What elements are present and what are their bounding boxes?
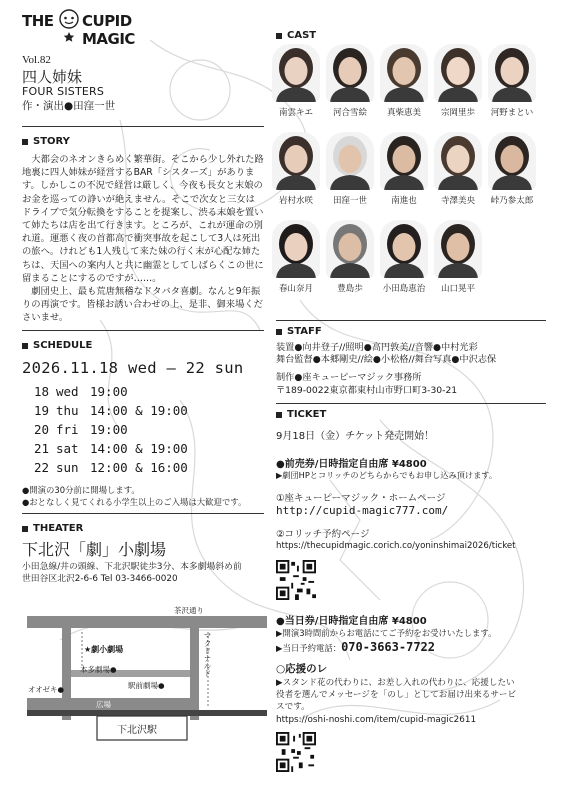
schedule-heading-label: SCHEDULE <box>33 340 93 351</box>
map-label-mcdonalds: マクドナルド <box>203 632 212 677</box>
cast-portrait <box>434 220 482 278</box>
staff-credits <box>276 342 546 397</box>
cast-member-name: 岩村水咲 <box>278 196 313 206</box>
schedule-dow: thu <box>56 403 79 418</box>
schedule-day: 22 <box>34 460 50 475</box>
cast-member-name: 田窪一世 <box>332 196 367 206</box>
schedule-dow: wed <box>56 384 79 399</box>
cast-photo <box>488 132 536 190</box>
volume-number: Vol.82 <box>22 54 51 66</box>
cast-photo <box>434 132 482 190</box>
ticket-release: 9月18日（金）チケット発売開始！ <box>276 431 435 442</box>
cast-portrait <box>326 132 374 190</box>
schedule-note: ●おとなしく見てくれる小学生以上のご入場は大歓迎です。 <box>22 497 247 507</box>
cast-member-name: 真柴恵美 <box>386 108 421 118</box>
performance-dates: 2026.11.18 wed — 22 sun <box>22 359 244 377</box>
cast-portrait <box>272 132 320 190</box>
corich-qr-code-icon[interactable] <box>276 560 316 600</box>
map-label-ekimae: 駅前劇場● <box>128 681 165 690</box>
schedule-times: 12:00 & 16:00 <box>90 460 188 475</box>
divider <box>276 403 546 404</box>
cast-member-name: 春山奈月 <box>278 284 313 294</box>
map-railway <box>27 710 267 716</box>
cast-member-name: 河野まとい <box>490 108 534 118</box>
logo-name: CUPID MAGIC <box>82 12 135 48</box>
cast-portrait <box>434 44 482 102</box>
story-heading-label: STORY <box>33 136 70 147</box>
cast-member-name: 河合雪絵 <box>332 108 367 118</box>
cast-portrait <box>488 132 536 190</box>
square-bullet-icon <box>22 343 28 349</box>
cast-photo <box>488 44 536 102</box>
cast-portrait <box>326 220 374 278</box>
map-road <box>27 616 267 628</box>
support-title: ○応援のレ <box>276 663 328 675</box>
door-phone <box>276 640 435 654</box>
theater-address <box>22 561 242 585</box>
cast-portrait <box>272 220 320 278</box>
cast-portrait <box>380 132 428 190</box>
schedule-dow: sat <box>56 441 79 456</box>
cast-portrait <box>380 220 428 278</box>
cast-photo <box>272 44 320 102</box>
door-ticket-note: ▶開演3時間前からお電話にてご予約をお受けいたします。 <box>276 628 497 638</box>
theater-heading-label: THEATER <box>33 523 84 534</box>
advance-ticket-note: ▶劇団HPとコリッチのどちらからでもお申し込み頂けます。 <box>276 470 498 480</box>
map-label-theater: ★劇小劇場 <box>84 645 124 654</box>
support-link[interactable]: https://oshi-noshi.com/item/cupid-magic2611 <box>276 715 477 725</box>
cast-member-name: 寺澤美央 <box>440 196 475 206</box>
access-map <box>22 598 272 758</box>
schedule-row <box>34 441 264 461</box>
cast-photo <box>326 220 374 278</box>
cast-photo <box>380 44 428 102</box>
staff-heading <box>276 326 322 337</box>
schedule-times: 19:00 <box>90 384 128 399</box>
play-title-jp: 四人姉妹 <box>22 68 83 86</box>
support-description <box>276 677 516 713</box>
corich-label: ②コリッチ予約ページ <box>276 529 370 540</box>
map-label-station: 下北沢駅 <box>117 725 157 736</box>
staff-line: 装置●向井登子//照明●高円敦美//音響●中村光彩 <box>276 342 478 353</box>
cast-photo <box>380 220 428 278</box>
cast-portrait <box>272 44 320 102</box>
cast-member-name: 小田島恵治 <box>382 284 426 294</box>
cast-member-name: 宗岡里歩 <box>440 108 475 118</box>
support-line: ▶スタンド花の代わりに、お差し入れの代わりに、応援したい <box>276 678 515 688</box>
hp-link[interactable]: http://cupid-magic777.com/ <box>276 504 449 517</box>
cast-photo <box>326 44 374 102</box>
cast-member-name: 南進也 <box>391 196 417 206</box>
door-ticket-title: ●当日券/日時指定自由席 ¥4800 <box>276 616 427 627</box>
schedule-heading <box>22 340 92 351</box>
cast-portrait <box>434 132 482 190</box>
schedule-row <box>34 460 264 480</box>
divider <box>22 513 264 514</box>
play-title-en: FOUR SISTERS <box>22 85 105 98</box>
schedule-row <box>34 384 264 404</box>
schedule-day: 18 <box>34 384 50 399</box>
cast-portrait <box>488 44 536 102</box>
map-label-hiroba: 広場 <box>96 700 111 709</box>
schedule-times: 14:00 & 19:00 <box>90 441 188 456</box>
cast-photo <box>326 132 374 190</box>
schedule-times: 14:00 & 19:00 <box>90 403 188 418</box>
schedule-row <box>34 422 264 442</box>
cast-member-name: 峠乃参太郎 <box>490 196 534 206</box>
staff-line: 舞台監督●本郷剛史//絵●小松格//舞台写真●中沢志保 <box>276 354 497 366</box>
schedule-dow: fri <box>56 422 79 437</box>
support-qr-code-icon[interactable] <box>276 732 316 772</box>
corich-link[interactable]: https://thecupidmagic.corich.co/yoninshimai2026/ticket <box>276 541 516 551</box>
story-paragraph: 大都会のネオンきらめく繁華街。そこから少し外れた路地裏に四人姉妹が経営するBAR「シスターズ」があります。しかしこの不況で経営は厳しく、今夜も長女と末娘のお金を巡っての諍いが絶えません。そこで次女と三女はドライブで気分転換をすることを提案し、渋る末娘を置いて姉たちは店を出て行きます。ところが、これが運命の別れ道。運悪く夜の首都高で衝突事故を起こして3人は死出の旅へ。けれども1人残して来た妹の行く末が心配な姉たちは、天国への案内人と共に幽霊としてしばらくこの世に留まることにするのですが……。 <box>22 154 264 284</box>
support-line: 役者を選んでメッセージを「のし」としてお届け出来るサービ <box>276 690 517 700</box>
cast-member-name: 豊島歩 <box>337 284 363 294</box>
cast-member-name: 山口晃平 <box>440 284 475 294</box>
support-line: スです。 <box>276 702 310 712</box>
square-bullet-icon <box>276 412 282 418</box>
ticket-heading <box>276 409 326 420</box>
schedule-dow: sun <box>56 460 79 475</box>
cast-photo <box>272 132 320 190</box>
advance-ticket-title: ●前売券/日時指定自由席 ¥4800 <box>276 459 427 470</box>
cast-photo <box>272 220 320 278</box>
schedule-row <box>34 403 264 423</box>
staff-heading-label: STAFF <box>287 326 322 337</box>
square-bullet-icon <box>22 526 28 532</box>
story-paragraph: 劇団史上、最も荒唐無稽なドタバタ喜劇。なんと9年振りの再演です。皆様お誘い合わせの上、是非、御来場くださいませ。 <box>22 286 263 324</box>
cast-portrait <box>380 44 428 102</box>
door-phone-number[interactable]: 070-3663-7722 <box>341 640 435 654</box>
production-line: 制作●座キューピーマジック事務所 <box>276 372 422 384</box>
production-line: 〒189-0022東京都東村山市野口町3-30-21 <box>276 384 458 396</box>
cast-portrait <box>326 44 374 102</box>
logo-the: THE <box>22 12 54 30</box>
map-label-ozeki: オオゼキ● <box>28 685 65 694</box>
map-label-chazawa: 茶沢通り <box>174 606 204 615</box>
cast-photo <box>434 220 482 278</box>
divider <box>276 320 546 321</box>
ticket-heading-label: TICKET <box>287 409 327 420</box>
cast-heading-label: CAST <box>287 30 317 41</box>
map-road <box>27 698 199 710</box>
play-author: 作・演出●田窪一世 <box>22 100 116 112</box>
schedule-day: 20 <box>34 422 50 437</box>
square-bullet-icon <box>276 329 282 335</box>
map-label-honda: 本多劇場● <box>80 665 117 674</box>
theater-heading <box>22 523 83 534</box>
address-line: 世田谷区北沢2-6-6 Tel 03-3466-0020 <box>22 574 178 584</box>
theater-name: 下北沢「劇」小劇場 <box>22 540 167 559</box>
schedule-note: ●開演の30分前に開場します。 <box>22 485 140 495</box>
cast-photo <box>380 132 428 190</box>
schedule-day: 21 <box>34 441 50 456</box>
cast-member-name: 南雲キエ <box>278 108 313 118</box>
schedule-day: 19 <box>34 403 50 418</box>
hp-label: ①座キューピーマジック・ホームページ <box>276 493 446 504</box>
divider <box>22 330 264 331</box>
cast-photo <box>434 44 482 102</box>
cast-grid <box>0 0 566 330</box>
door-phone-label: ▶当日予約電話： <box>276 643 342 653</box>
schedule-times: 19:00 <box>90 422 128 437</box>
address-line: 小田急線/井の頭線、下北沢駅徒歩3分、本多劇場斜め前 <box>22 562 242 572</box>
